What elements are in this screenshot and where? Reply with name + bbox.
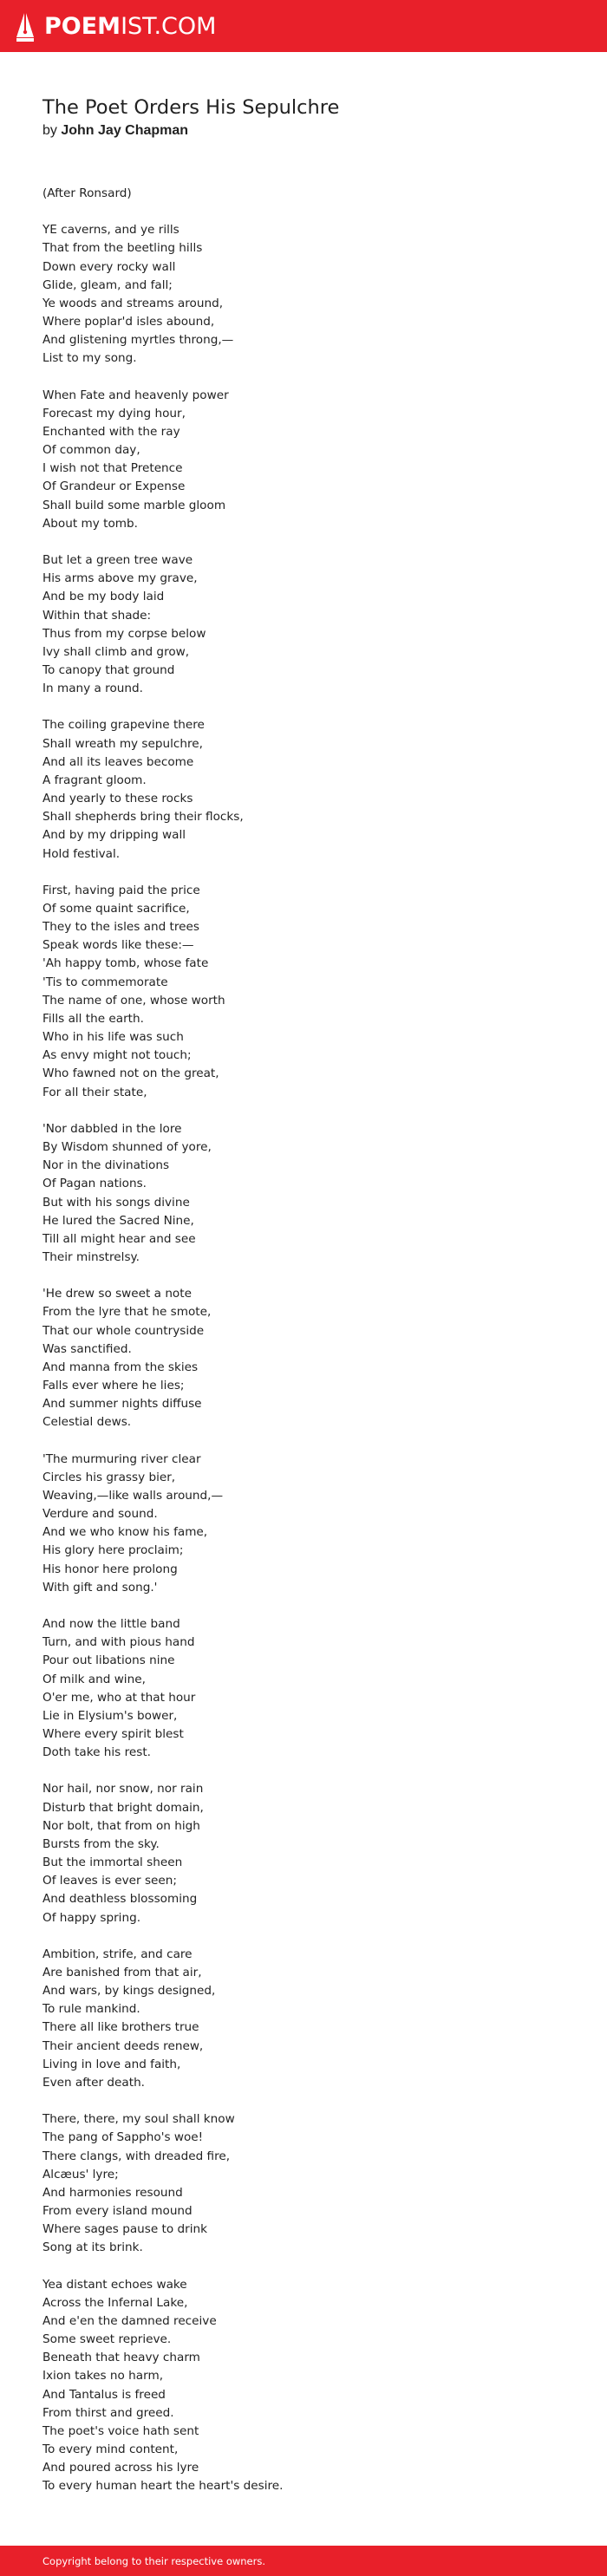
poem-line: Pour out libations nine (42, 1653, 175, 1668)
poem-line: Beneath that heavy charm (42, 2351, 200, 2365)
poem-line: Within that shade: (42, 608, 152, 623)
poem-line: Some sweet reprieve. (42, 2332, 172, 2347)
poem-line: And be my body laid (42, 590, 165, 604)
poem-line: Was sanctified. (42, 1341, 132, 1356)
poem-line: Where poplar'd isles abound, (42, 315, 215, 329)
poem-line: A fragrant gloom. (42, 773, 147, 787)
poem-line: To every human heart the heart's desire. (42, 2479, 284, 2494)
stanza (42, 185, 563, 203)
poem-line: When Fate and heavenly power (42, 388, 229, 402)
poem-line: And poured across his lyre (42, 2461, 199, 2475)
poem-line: The name of one, whose worth (42, 993, 225, 1008)
poem-line: That from the beetling hills (42, 241, 203, 256)
poem-line: 'The murmuring river clear (42, 1451, 201, 1466)
poem-line: There clangs, with dreaded fire, (42, 2149, 231, 2163)
poem-line: And e'en the damned receive (42, 2313, 217, 2328)
stanza (42, 1615, 563, 1762)
poem-line: In many a round. (42, 681, 143, 696)
poem-line: And by my dripping wall (42, 828, 186, 843)
poem-line: The poet's voice hath sent (42, 2423, 199, 2438)
poem-line: YE caverns, and ye rills (42, 223, 179, 238)
by-label: by (42, 123, 57, 138)
poem-line: And deathless blossoming (42, 1892, 198, 1907)
poem-line: Alcæus' lyre; (42, 2167, 119, 2181)
poem-content (42, 94, 563, 2514)
poem-line: Disturb that bright domain, (42, 1800, 204, 1815)
poem-line: And yearly to these rocks (42, 792, 193, 806)
poem-line: But with his songs divine (42, 1195, 190, 1210)
poem-line: And summer nights diffuse (42, 1397, 202, 1412)
poem-line: To canopy that ground (42, 663, 175, 678)
poem-line: Falls ever where he lies; (42, 1379, 185, 1393)
poem-line: Of some quaint sacrifice, (42, 902, 190, 916)
poem-line: Shall shepherds bring their flocks, (42, 810, 244, 825)
poem-line: 'Tis to commemorate (42, 975, 168, 989)
poem-line: From every island mound (42, 2204, 193, 2218)
poem-line: Their minstrelsy. (42, 1249, 140, 1264)
poem-line: But let a green tree wave (42, 553, 193, 568)
poem-line: Thus from my corpse below (42, 626, 206, 641)
poem-line: But the immortal sheen (42, 1855, 183, 1870)
poem-line: (After Ronsard) (42, 186, 132, 200)
stanza (42, 1451, 563, 1597)
poem-line: Nor hail, nor snow, nor rain (42, 1782, 204, 1797)
poem-line: They to the isles and trees (42, 920, 199, 935)
poem-line: Of happy spring. (42, 1910, 141, 1925)
poem-line: Nor bolt, that from on high (42, 1818, 200, 1833)
stanza (42, 551, 563, 698)
poem-line: Forecast my dying hour, (42, 406, 186, 421)
poem-line: With gift and song.' (42, 1580, 158, 1595)
poem-line: Living in love and faith, (42, 2057, 181, 2071)
byline (42, 121, 563, 140)
poem-line: And all its leaves become (42, 754, 194, 769)
poem-line: And we who know his fame, (42, 1525, 208, 1540)
top-bar (0, 0, 607, 52)
poem-line: Are banished from that air, (42, 1965, 202, 1979)
poem-line: 'He drew so sweet a note (42, 1287, 192, 1301)
poem-line: Of Pagan nations. (42, 1177, 147, 1191)
poem-line: Of milk and wine, (42, 1672, 146, 1686)
site-logo-text (44, 13, 216, 40)
poem-line: Ambition, strife, and care (42, 1947, 193, 1961)
poem-line: To rule mankind. (42, 2002, 140, 2017)
stanza (42, 1285, 563, 1431)
poem-line: Glide, gleam, and fall; (42, 277, 173, 292)
poem-line: Till all might hear and see (42, 1231, 196, 1246)
stanza (42, 2110, 563, 2257)
copyright-text: Copyright belong to their respective owners. (42, 2554, 266, 2567)
logo-bold-text: POEM (44, 12, 121, 40)
poem-line: And Tantalus is freed (42, 2387, 166, 2402)
poem-line: Enchanted with the ray (42, 425, 180, 439)
poem-line: Weaving,—like walls around,— (42, 1488, 224, 1503)
poem-line: 'Nor dabbled in the lore (42, 1121, 182, 1136)
poem-line: Ivy shall climb and grow, (42, 644, 190, 659)
poem-line: Doth take his rest. (42, 1745, 151, 1760)
poem-line: His arms above my grave, (42, 571, 198, 586)
poem-line: His glory here proclaim; (42, 1543, 184, 1558)
poem-line: For all their state, (42, 1085, 147, 1099)
site-logo[interactable] (15, 10, 216, 42)
poem-line: O'er me, who at that hour (42, 1690, 196, 1705)
poem-line: To every mind content, (42, 2442, 179, 2457)
poem-line: Nor in the divinations (42, 1158, 170, 1173)
poem-line: Of Grandeur or Expense (42, 479, 186, 494)
poem-line: Lie in Elysium's bower, (42, 1708, 178, 1723)
poem-line: Celestial dews. (42, 1415, 132, 1430)
poem-line: Even after death. (42, 2075, 146, 2090)
stanza (42, 387, 563, 533)
poem-body (42, 185, 563, 2495)
poem-line: Speak words like these:— (42, 938, 194, 953)
poem-line: Yea distant echoes wake (42, 2277, 187, 2292)
logo-light-text: IST.COM (121, 12, 217, 40)
quill-pen-icon (15, 10, 36, 42)
stanza (42, 1946, 563, 2092)
poem-line: Ye woods and streams around, (42, 296, 224, 310)
poem-line: Verdure and sound. (42, 1507, 158, 1522)
poem-line: Across the Infernal Lake, (42, 2295, 188, 2310)
poem-line: That our whole countryside (42, 1323, 205, 1338)
poem-line: The coiling grapevine there (42, 718, 205, 733)
poem-line: First, having paid the price (42, 883, 200, 897)
stanza (42, 221, 563, 368)
stanza (42, 716, 563, 863)
stanza (42, 1780, 563, 1927)
footer-bar (0, 2546, 607, 2576)
poem-line: Down every rocky wall (42, 259, 176, 274)
poem-line: His honor here prolong (42, 1562, 178, 1576)
stanza (42, 2276, 563, 2496)
poem-line: Ixion takes no harm, (42, 2369, 164, 2384)
poem-line: Who in his life was such (42, 1030, 184, 1045)
poem-line: Turn, and with pious hand (42, 1635, 195, 1650)
poem-line: And wars, by kings designed, (42, 1984, 216, 1999)
poem-line: Who fawned not on the great, (42, 1066, 219, 1081)
poem-line: There all like brothers true (42, 2020, 199, 2035)
poem-line: I wish not that Pretence (42, 461, 183, 476)
poem-line: There, there, my soul shall know (42, 2112, 235, 2127)
poem-line: By Wisdom shunned of yore, (42, 1140, 212, 1155)
poem-line: Of common day, (42, 443, 140, 458)
poem-line: Of leaves is ever seen; (42, 1874, 177, 1888)
poem-line: From thirst and greed. (42, 2405, 174, 2420)
poem-line: Bursts from the sky. (42, 1836, 160, 1851)
poem-line: Shall build some marble gloom (42, 498, 226, 512)
poem-line: The pang of Sappho's woe! (42, 2130, 204, 2145)
poem-line: As envy might not touch; (42, 1048, 192, 1063)
poem-line: About my tomb. (42, 516, 138, 531)
stanza (42, 882, 563, 1102)
poem-line: And harmonies resound (42, 2185, 183, 2200)
poem-line: From the lyre that he smote, (42, 1305, 212, 1320)
poem-line: He lured the Sacred Nine, (42, 1213, 194, 1228)
poem-line: And glistening myrtles throng,— (42, 333, 234, 348)
poem-line: Song at its brink. (42, 2240, 143, 2255)
poem-line: Shall wreath my sepulchre, (42, 736, 203, 751)
poem-line: Where sages pause to drink (42, 2222, 207, 2237)
poem-line: And now the little band (42, 1617, 180, 1632)
poem-line: Hold festival. (42, 846, 121, 861)
poem-line: Their ancient deeds renew, (42, 2038, 204, 2053)
poem-line: Fills all the earth. (42, 1011, 144, 1026)
poem-title: The Poet Orders His Sepulchre (42, 96, 340, 119)
author-link[interactable]: John Jay Chapman (61, 123, 189, 138)
poem-line: Circles his grassy bier, (42, 1470, 176, 1484)
poem-line: And manna from the skies (42, 1360, 199, 1374)
poem-line: List to my song. (42, 351, 137, 366)
poem-line: 'Ah happy tomb, whose fate (42, 956, 209, 971)
poem-line: Where every spirit blest (42, 1726, 184, 1741)
stanza (42, 1120, 563, 1267)
